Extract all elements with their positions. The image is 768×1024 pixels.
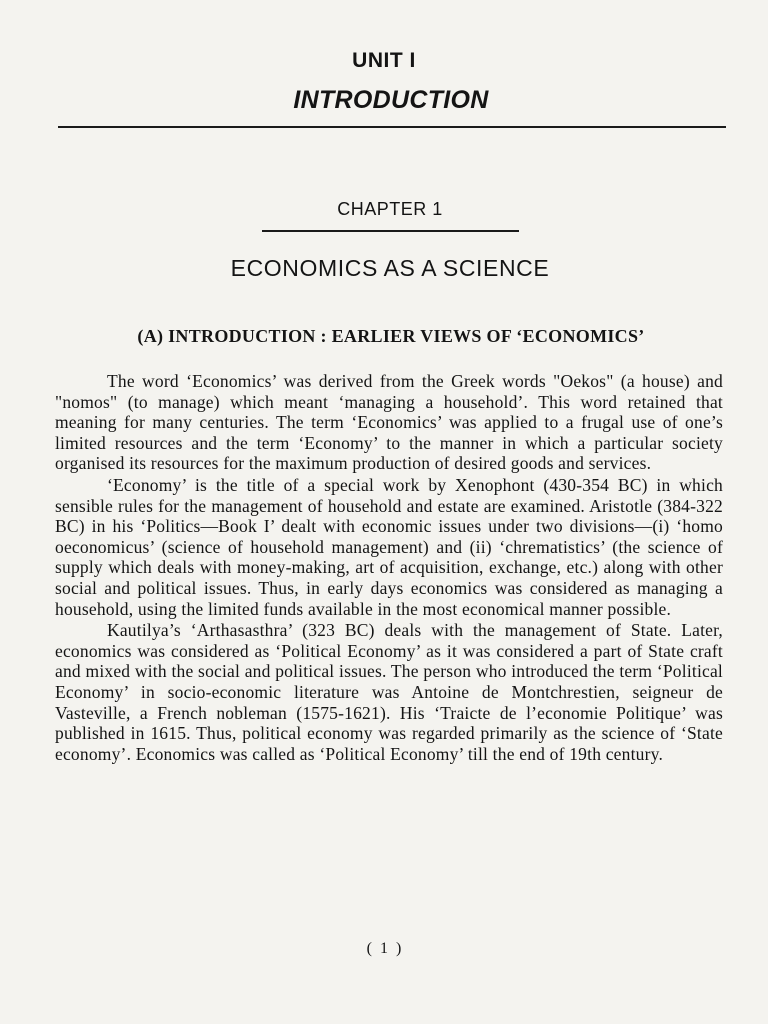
unit-divider-rule [58, 126, 726, 128]
chapter-title: ECONOMICS AS A SCIENCE [230, 255, 550, 281]
section-heading: (A) INTRODUCTION : EARLIER VIEWS OF ‘ECONOMICS’ [137, 326, 645, 346]
page-number: ( 1 ) [366, 940, 404, 957]
unit-title: INTRODUCTION [293, 86, 489, 114]
paragraph-1: The word ‘Economics’ was derived from the Greek words "Oekos" (a house) and "nomos" (to manage) which meant ‘managing a household’. This word retained that meaning for many centuries. The term ‘Economics’ was applied to a frugal use of one’s limited resources and the term ‘Economy’ to the manner in which a particular society organised its resources for the maximum production of desired goods and services. [55, 371, 723, 474]
chapter-divider-rule [262, 230, 519, 232]
chapter-label: CHAPTER 1 [337, 199, 443, 219]
paragraph-2: ‘Economy’ is the title of a special work by Xenophont (430-354 BC) in which sensible rules for the management of household and estate are examined. Aristotle (384-322 BC) in his ‘Politics—Book I’ dealt with economic issues under two divisions—(i) ‘homo oeconomicus’ (science of household management) and (ii) ‘chrematistics’ (the science of supply which deals with money-making, art of acquisition, exchange, etc.) along with other social and political issues. Thus, in early days economics was considered as managing a household, using the limited funds available in the most economical manner possible. [55, 474, 723, 619]
unit-label: UNIT I [352, 49, 416, 72]
paragraph-3: Kautilya’s ‘Arthasasthra’ (323 BC) deals with the management of State. Later, economics was considered as ‘Political Economy’ as it was considered a part of State craft and mixed with the social and political issues. The person who introduced the term ‘Political Economy’ in socio-economic literature was Antoine de Montchrestien, seigneur de Vasteville, a French nobleman (1575-1621). His ‘Traicte de l’economie Politique’ was published in 1615. Thus, political economy was regarded primarily as the science of ‘State economy’. Economics was called as ‘Political Economy’ till the end of 19th century. [55, 620, 723, 764]
body-text [55, 371, 723, 765]
